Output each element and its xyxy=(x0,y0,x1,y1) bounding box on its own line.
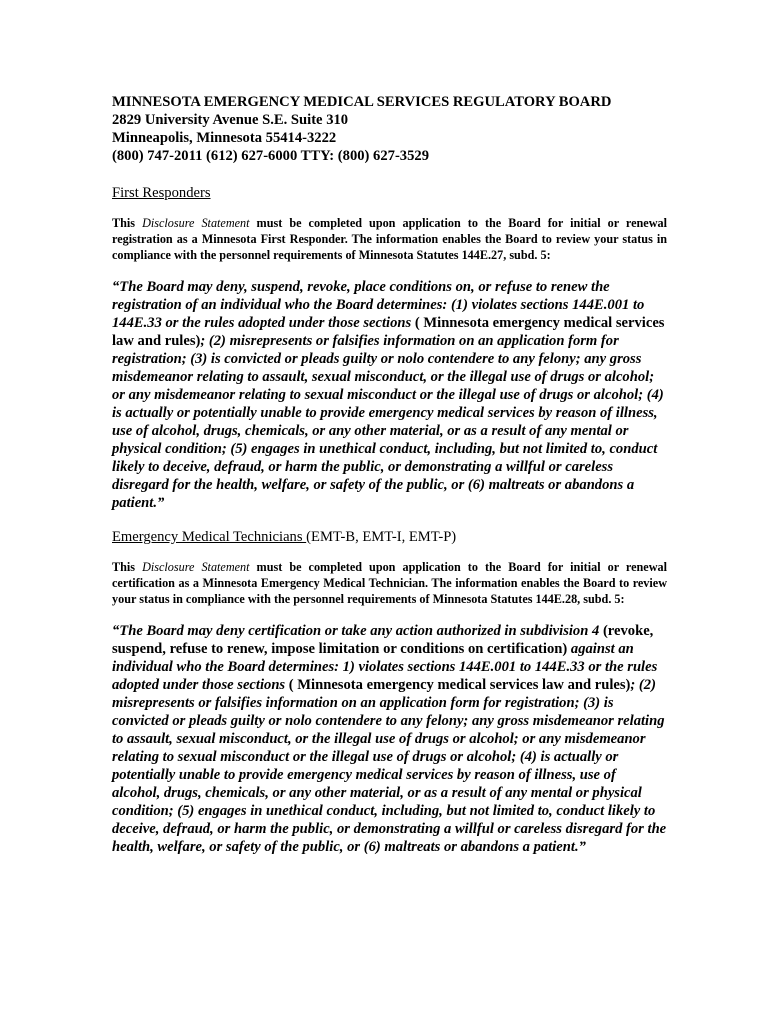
city-state-zip: Minneapolis, Minnesota 55414-3222 xyxy=(112,130,337,146)
fr-quote-part1: “The Board may deny, suspend, revoke, place conditions on, or refuse to renew the registration of an individual who the Board determines: (1) violates sections 144E.001 to 144E.33 or the rules adopted under those sections xyxy=(112,279,645,331)
emt-quote-part1: “The Board may deny certification or take any action authorized in subdivision 4 xyxy=(112,623,600,639)
emt-intro-prefix: This xyxy=(112,560,143,574)
fr-intro-rest: must be completed upon application to the Board for initial or renewal registration as a Minnesota First Responder. The information enables the Board to review your status in compliance with the personnel requirements of Minnesota Statutes 144E.27, subd. 5: xyxy=(112,216,667,262)
document-page xyxy=(112,93,667,856)
first-responders-heading-text: First Responders xyxy=(112,185,211,201)
fr-intro-prefix: This xyxy=(112,216,143,230)
emt-quote-part3: against an individual who the Board determines: 1) violates sections 144E.001 to 144E.33 or the rules adopted under those sections xyxy=(112,641,658,693)
emt-heading xyxy=(112,528,667,546)
emt-intro xyxy=(112,559,667,607)
first-responders-intro xyxy=(112,215,667,263)
emt-heading-rest: (EMT-B, EMT-I, EMT-P) xyxy=(306,529,457,545)
phone-numbers: (800) 747-2011 (612) 627-6000 TTY: (800) 627-3529 xyxy=(112,148,429,164)
emt-quote-part4: ( Minnesota emergency medical services law and rules) xyxy=(285,677,631,693)
board-name: MINNESOTA EMERGENCY MEDICAL SERVICES REGULATORY BOARD xyxy=(112,94,612,110)
emt-intro-rest: must be completed upon application to the Board for initial or renewal certification as a Minnesota Emergency Medical Technician. The information enables the Board to review your status in compliance with the personnel requirements of Minnesota Statutes 144E.28, subd. 5: xyxy=(112,560,667,606)
emt-intro-italic: Disclosure Statement xyxy=(142,560,250,574)
emt-quote-part2: (revoke, suspend, refuse to renew, impose limitation or conditions on certification) xyxy=(112,623,654,657)
letterhead xyxy=(112,93,667,165)
emt-quote-part5: ; (2) misrepresents or falsifies information on an application form for registration; (3) is convicted or pleads guilty or nolo contendere to any felony; any gross misdemeanor relating to assault, sexual misconduct, or the illegal use of drugs or alcohol; or any misdemeanor relating to sexual misconduct or the illegal use of drugs or alcohol; (4) is actually or potentially unable to provide emergency medical services by reason of illness, use of alcohol, drugs, chemicals, or any other material, or as a result of any mental or physical condition; (5) engages in unethical conduct, including, but not limited to, conduct likely to deceive, defraud, or harm the public, or demonstrating a willful or careless disregard for the health, welfare, or safety of the public, or (6) maltreats or abandons a patient.” xyxy=(112,677,667,855)
emt-quote xyxy=(112,622,667,856)
fr-intro-italic: Disclosure Statement xyxy=(142,216,250,230)
first-responders-heading xyxy=(112,184,667,202)
street-address: 2829 University Avenue S.E. Suite 310 xyxy=(112,112,349,128)
fr-quote-part3: ; (2) misrepresents or falsifies information on an application form for registration; (3) is convicted or pleads guilty or nolo contendere to any felony; any gross misdemeanor relating to assault, sexual misconduct, or the illegal use of drugs or alcohol; or any misdemeanor relating to sexual misconduct or the illegal use of drugs or alcohol; (4) is actually or potentially unable to provide emergency medical services by reason of illness, use of alcohol, drugs, chemicals, or any other material, or as a result of any mental or physical condition; (5) engages in unethical conduct, including, but not limited to, conduct likely to deceive, defraud, or harm the public, or demonstrating a willful or careless disregard for the health, welfare, or safety of the public, or (6) maltreats or abandons a patient.” xyxy=(112,333,664,511)
emt-heading-underlined: Emergency Medical Technicians xyxy=(112,529,307,545)
fr-quote-part2: ( Minnesota emergency medical services law and rules) xyxy=(112,315,665,349)
first-responders-quote xyxy=(112,278,667,512)
